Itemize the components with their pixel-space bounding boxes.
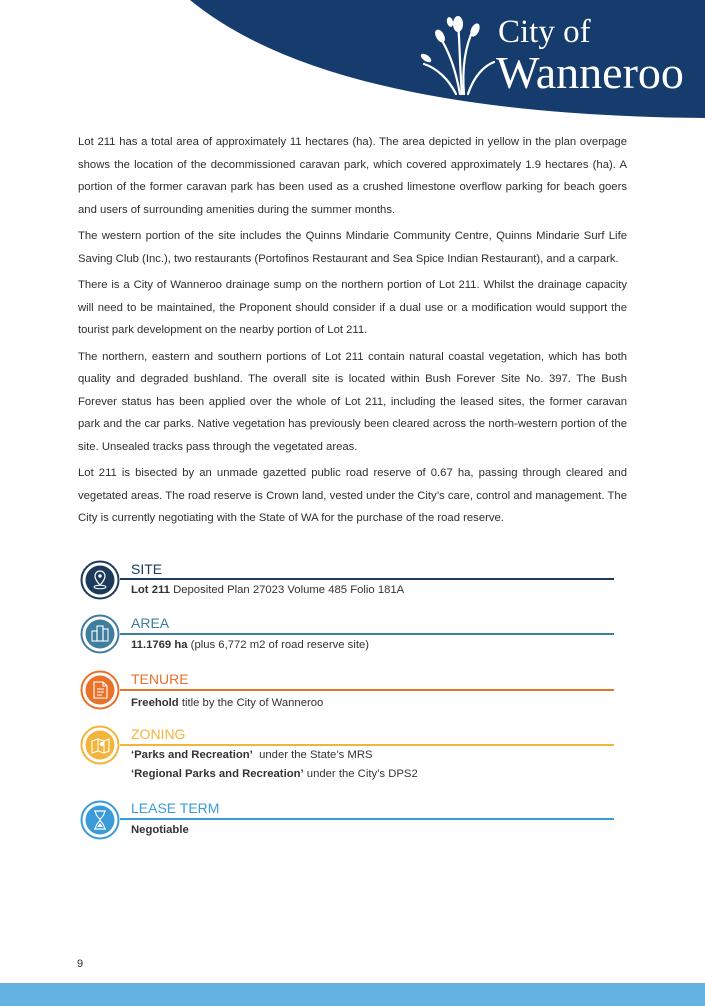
document-icon	[80, 670, 120, 710]
zoning-detail-line1	[131, 746, 373, 765]
zoning-title: ZONING	[131, 726, 186, 742]
paragraph: The western portion of the site includes the Quinns Mindarie Community Centre, Quinns Mindarie Surf Life Saving Club (Inc.), two restaurants (Portofinos Restaurant and Sea Spice Indian Restaurant), and a carpark.	[78, 230, 627, 265]
paragraph: The northern, eastern and southern portions of Lot 211 contain natural coastal vegetation, which has both quality and degraded bushland. The overall site is located within Bush Forever Site No. 397. The Bush Forever status has been applied over the whole of Lot 211, including the leased sites, the former caravan park and the car parks. Native vegetation has previously been cleared across the north-western portion of the site. Unsealed tracks pass through the vegetated areas.	[78, 350, 627, 453]
lease-term-detail-bold: Negotiable	[131, 824, 189, 836]
zoning-section	[80, 725, 614, 789]
buildings-icon	[80, 614, 120, 654]
hourglass-icon	[80, 800, 120, 840]
page-number: 9	[77, 958, 84, 970]
site-detail	[131, 581, 404, 600]
area-detail-rest: (plus 6,772 m2 of road reserve site)	[187, 639, 370, 651]
lease-term-section	[80, 799, 614, 849]
location-pin-icon	[80, 560, 120, 600]
zoning-line1-bold: ‘Parks and Recreation’	[131, 749, 253, 761]
area-title: AREA	[131, 615, 170, 631]
logo-city-of: City of	[498, 14, 591, 50]
area-detail	[131, 636, 369, 655]
area-rule	[120, 633, 614, 635]
lease-term-title: LEASE TERM	[131, 800, 220, 816]
body-text	[78, 131, 627, 534]
zoning-line2-bold: ‘Regional Parks and Recreation’	[131, 768, 304, 780]
footer-bar	[0, 983, 705, 1006]
tenure-title: TENURE	[131, 671, 189, 687]
area-detail-bold: 11.1769 ha	[131, 639, 188, 651]
lease-term-detail	[131, 821, 189, 840]
paragraph: There is a City of Wanneroo drainage sump on the northern portion of Lot 211. Whilst the drainage capacity will need to be maintained, the Proponent should consider if a dual use or a modification would support the tourist park development on the nearby portion of Lot 211.	[78, 279, 627, 336]
reed-emblem-icon	[420, 12, 496, 96]
zoning-detail-line2	[131, 765, 418, 784]
site-detail-bold: Lot 211	[131, 584, 170, 596]
paragraph: Lot 211 has a total area of approximately 11 hectares (ha). The area depicted in yellow in the plan overpage shows the location of the decommissioned caravan park, which covered approximately 1.9 hectares (ha). A portion of the former caravan park has been used as a crushed limestone overflow parking for beach goers and users of surrounding amenities during the summer months.	[78, 136, 627, 216]
area-section	[80, 614, 614, 664]
lease-term-rule	[120, 818, 614, 820]
zoning-map-icon	[80, 725, 120, 765]
city-logo	[420, 8, 700, 98]
site-section	[80, 560, 614, 610]
zoning-line2-rest: under the City’s DPS2	[303, 768, 418, 780]
zoning-line1-rest: under the State’s MRS	[252, 749, 373, 761]
site-title: SITE	[131, 561, 163, 577]
tenure-detail-bold: Freehold	[131, 697, 179, 709]
site-rule	[120, 578, 614, 580]
tenure-rule	[120, 689, 614, 691]
tenure-section	[80, 670, 614, 720]
site-detail-rest: Deposited Plan 27023 Volume 485 Folio 181A	[169, 584, 405, 596]
paragraph: Lot 211 is bisected by an unmade gazetted public road reserve of 0.67 ha, passing through cleared and vegetated areas. The road reserve is Crown land, vested under the City’s care, control and management. The City is currently negotiating with the State of WA for the purchase of the road reserve.	[78, 467, 627, 524]
tenure-detail-rest: title by the City of Wanneroo	[178, 697, 324, 709]
tenure-detail	[131, 694, 323, 713]
logo-wanneroo: Wanneroo	[496, 47, 684, 98]
